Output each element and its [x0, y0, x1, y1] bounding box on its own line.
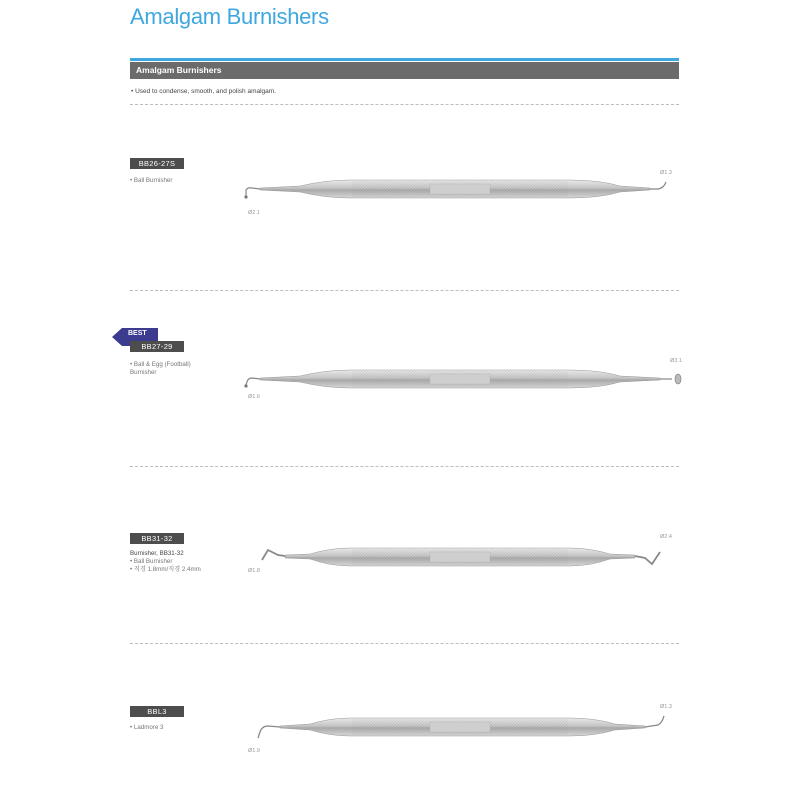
dimension-left: Ø1.6 [248, 394, 260, 400]
product-description [130, 550, 201, 574]
divider [130, 104, 679, 105]
dimension-right: Ø3.1 [670, 358, 682, 364]
description-line: • Ball Burnisher [130, 558, 173, 565]
divider [130, 643, 679, 644]
product-code-label: BB31-32 [130, 533, 184, 544]
description-line: • Ladmore 3 [130, 724, 164, 731]
section-header: Amalgam Burnishers [130, 62, 679, 79]
dimension-right: Ø2.4 [660, 534, 672, 540]
instrument-image [240, 706, 680, 746]
instrument-image [240, 168, 680, 208]
divider [130, 466, 679, 467]
dimension-right: Ø1.3 [660, 704, 672, 710]
product-code-label: BB26-27S [130, 158, 184, 169]
dimension-right: Ø1.3 [660, 170, 672, 176]
product-description [130, 724, 163, 732]
product-name: Burnisher, BB31-32 [130, 550, 184, 557]
page-title: Amalgam Burnishers [130, 4, 329, 29]
divider [130, 290, 679, 291]
dimension-left: Ø1.9 [248, 748, 260, 754]
description-line: • Ball Burnisher [130, 177, 173, 184]
product-code-label: BB27-29 [130, 341, 184, 352]
section-description: • Used to condense, smooth, and polish amalgam. [131, 88, 276, 95]
product-code-label: BBL3 [130, 706, 184, 717]
best-badge-label: BEST [128, 330, 147, 337]
description-line: • 직경 1.8mm/직경 2.4mm [130, 566, 201, 573]
instrument-image [240, 358, 690, 398]
description-line: • Ball & Egg (Football) [130, 361, 191, 368]
product-description [130, 361, 191, 377]
description-line: Burnisher [130, 369, 157, 376]
accent-rule [130, 58, 679, 61]
instrument-image [240, 536, 680, 576]
product-description [130, 177, 172, 185]
dimension-left: Ø1.8 [248, 568, 260, 574]
dimension-left: Ø2.1 [248, 210, 260, 216]
